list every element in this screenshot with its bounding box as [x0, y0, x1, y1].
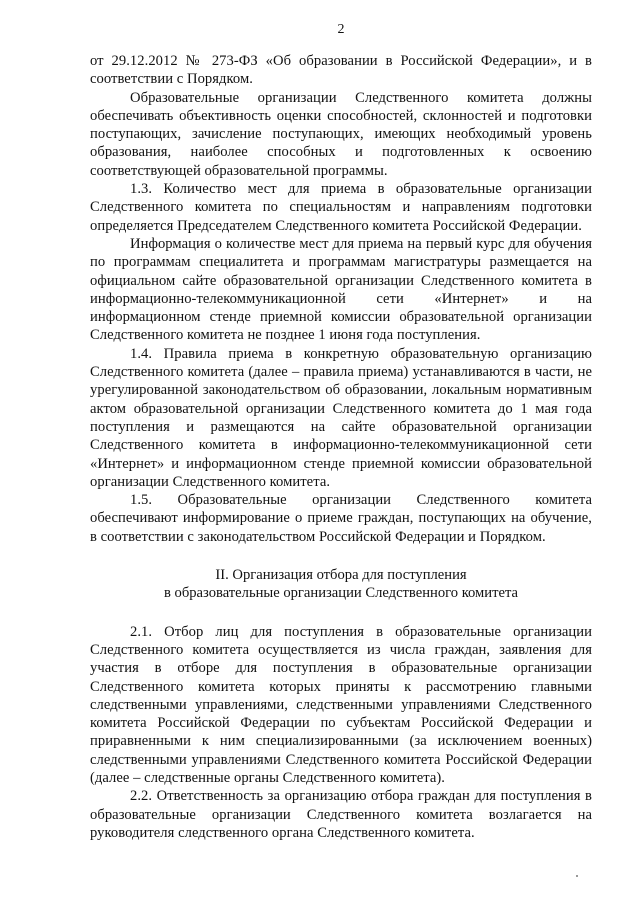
paragraph-1-5: 1.5. Образовательные организации Следственного комитета обеспечивают информирование о приеме граждан, поступающих на обучение, в соответствии с законодательством Российской Федерации и Порядком. — [90, 492, 592, 545]
scan-speck — [576, 875, 578, 877]
paragraph-continuation: от 29.12.2012 № 273-ФЗ «Об образовании в Российской Федерации», и в соответствии с Порядком. — [90, 53, 592, 88]
paragraph-2-1: 2.1. Отбор лиц для поступления в образовательные организации Следственного комитета осуществляется из числа граждан, заявления для участия в отборе для поступления в образовательные организации Следственного комитета которых приняты к рассмотрению главными следственными управлениями, следственными управлениями Следственного комитета Российской Федерации по субъектам Российской Федерации и приравненными к ним специализированными (за исключением военных) следственными управлениями Следственного комитета Российской Федерации (далее – следственные органы Следственного комитета). — [90, 623, 592, 786]
paragraph-2-2: 2.2. Ответственность за организацию отбора граждан для поступления в образовательные организации Следственного комитета возлагается на руководителя следственного органа Следственного комитета. — [90, 788, 592, 841]
section-heading-line-1: II. Организация отбора для поступления — [215, 567, 467, 584]
page-number: 2 — [337, 22, 345, 37]
paragraph-seats-information: Информация о количестве мест для приема на первый курс для обучения по программам специалитета и программам магистратуры размещается на официальном сайте образовательной организации Следственного комитета в информационно-телекоммуникационной сети «Интернет» и на информационном стенде приемной комиссии образовательной организации Следственного комитета не позднее 1 июня года поступления. — [90, 235, 592, 344]
paragraph-1-4: 1.4. Правила приема в конкретную образовательную организацию Следственного комитета (далее – правила приема) устанавливаются в части, не урегулированной законодательством об образовании, локальным нормативным актом образовательной организации Следственного комитета до 1 мая года поступления и размещаются на сайте образовательной организации Следственного комитета в информационно-телекоммуникационной сети «Интернет» и информационном стенде приемной комиссии образовательной организации Следственного комитета. — [90, 345, 592, 490]
paragraph-1-3: 1.3. Количество мест для приема в образовательные организации Следственного комитета по специальностям и направлениям подготовки определяется Председателем Следственного комитета Российской Федерации. — [90, 181, 592, 234]
paragraph-organizations-obligation: Образовательные организации Следственного комитета должны обеспечивать объективность оценки способностей, склонностей и подготовки поступающих, зачисление поступающих, имеющих необходимый уровень образования, наиболее способных и подготовленных к освоению соответствующей образовательной программы. — [90, 89, 592, 179]
section-heading-line-2: в образовательные организации Следственного комитета — [164, 585, 518, 602]
